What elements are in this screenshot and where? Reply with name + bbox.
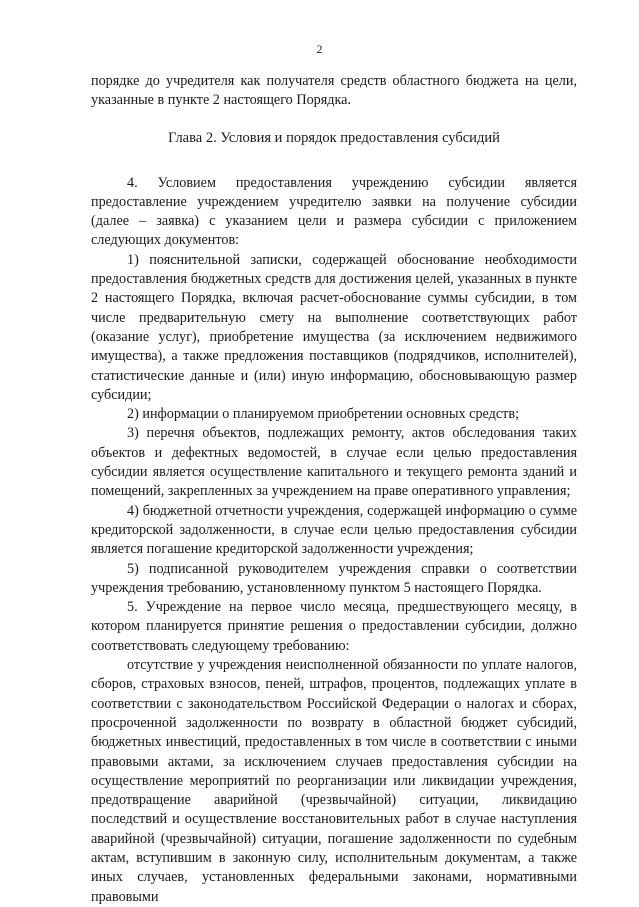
list-item-1: 1) пояснительной записки, содержащей обоснование необходимости предоставления бюджетных средств для достижения целей, указанных в пункте 2 настоящего Порядка, включая расчет-обоснование суммы субсидии, в том числе предварительную смету на выполнение соответствующих работ (оказание услуг), приобретение имущества (за исключением недвижимого имущества), а также предложения поставщиков (подрядчиков, исполнителей), статистические данные и (или) иную информацию, обосновывающую размер субсидии; xyxy=(91,251,577,403)
list-item-5: 5) подписанной руководителем учреждения справки о соответствии учреждения требованию, установленному пунктом 5 настоящего Порядка. xyxy=(91,560,577,596)
list-item-3: 3) перечня объектов, подлежащих ремонту, актов обследования таких объектов и дефектных ведомостей, в случае если целью предоставления субсидии является осуществление капитального и текущего ремонта зданий и помещений, закрепленных за учреждением на праве оперативного управления; xyxy=(91,425,577,500)
list-item-2: 2) информации о планируемом приобретении основных средств; xyxy=(127,406,520,423)
paragraph-5: 5. Учреждение на первое число месяца, предшествующего месяцу, в котором планируется принятие решения о предоставлении субсидии, должно соответствовать следующему требованию: xyxy=(91,599,577,654)
document-body xyxy=(91,72,577,907)
intro-paragraph: порядке до учредителя как получателя средств областного бюджета на цели, указанные в пункте 2 настоящего Порядка. xyxy=(91,73,577,109)
list-item-4: 4) бюджетной отчетности учреждения, содержащей информацию о сумме кредиторской задолженности, в случае если целью предоставления субсидии является погашение кредиторской задолженности учреждения; xyxy=(91,502,577,558)
chapter-heading: Глава 2. Условия и порядок предоставления субсидий xyxy=(168,129,500,146)
paragraph-4: 4. Условием предоставления учреждению субсидии является предоставление учреждением учредителю заявки на получение субсидии (далее – заявка) с указанием цели и размера субсидии с приложением следующих документов: xyxy=(91,174,577,249)
page-number: 2 xyxy=(316,42,323,56)
requirement-paragraph: отсутствие у учреждения неисполненной обязанности по уплате налогов, сборов, страховых взносов, пеней, штрафов, процентов, подлежащих уплате в соответствии с законодательством Российской Федерации о налогах и сборах, просроченной задолженности по возврату в областной бюджет субсидий, бюджетных инвестиций, предоставленных в том числе в соответствии с иными правовыми актами, за исключением случаев предоставления субсидии на осуществление мероприятий по реорганизации или ликвидации учреждения, предотвращение аварийной (чрезвычайной) ситуации, ликвидацию последствий и осуществление восстановительных работ в случае наступления аварийной (чрезвычайной) ситуации, погашение задолженности по судебным актам, вступившим в законную силу, исполнительным документам, а также иных случаев, установленных федеральными законами, нормативными правовыми xyxy=(91,657,577,905)
